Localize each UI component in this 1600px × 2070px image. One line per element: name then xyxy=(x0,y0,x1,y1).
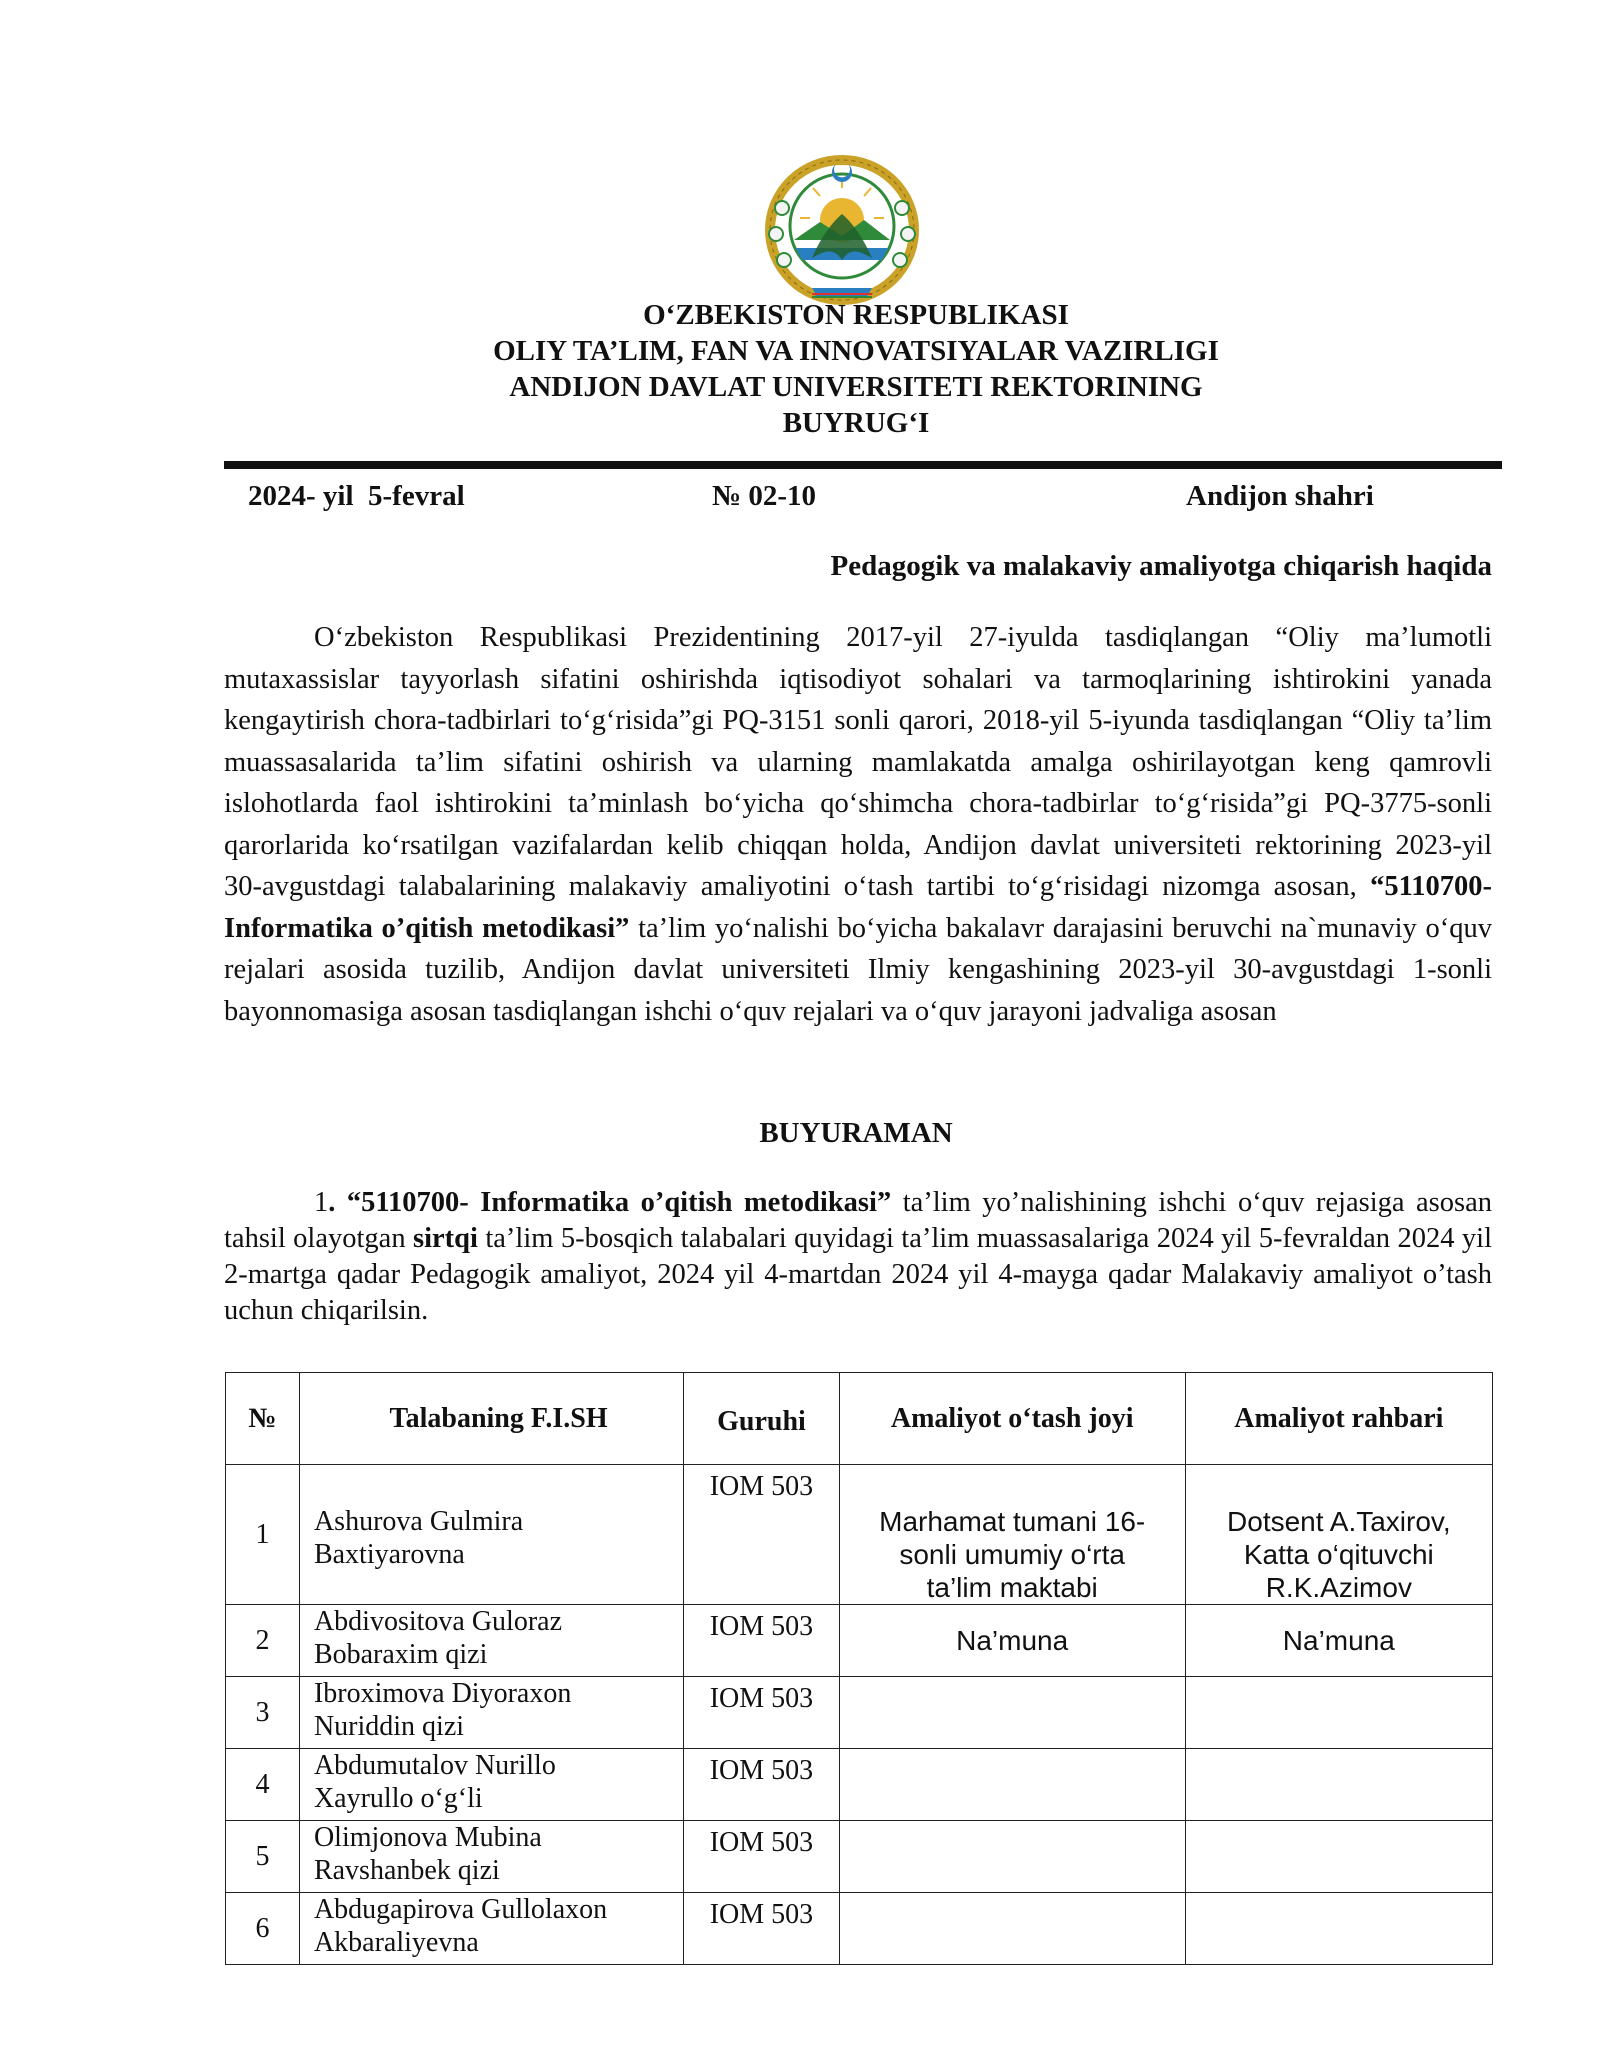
practice-place-cell xyxy=(839,1821,1185,1893)
student-name-cell xyxy=(299,1677,683,1749)
group-cell: IOM 503 xyxy=(684,1677,839,1749)
student-name-cell xyxy=(299,1465,683,1605)
table-header-row xyxy=(226,1373,1493,1465)
supervisor-cell xyxy=(1185,1821,1492,1893)
preamble-paragraph xyxy=(224,617,1521,1032)
header-divider xyxy=(224,461,1502,469)
group-cell: IOM 503 xyxy=(684,1821,839,1893)
student-name: Ibroximova Diyoraxon Nuriddin qizi xyxy=(313,1678,572,1742)
practice-place: Marhamat tumani 16- sonli umumiy o‘rta ta’lim maktabi xyxy=(879,1506,1146,1603)
student-name: Abdumutalov Nurillo Xayrullo o‘g‘li xyxy=(313,1750,556,1814)
table-row xyxy=(226,1893,1493,1965)
preamble-program-name: “5110700-Informatika o’qitish metodikasi” xyxy=(224,871,1492,944)
table-row xyxy=(226,1821,1493,1893)
student-name-cell xyxy=(299,1605,683,1677)
row-number: 1 xyxy=(226,1465,300,1605)
preamble-text-1: O‘zbekiston Respublikasi Prezidentining 2017-yil 27-iyulda tasdiqlangan “Oliy ma’lumotli mutaxassislar tayyorlash sifatini oshirishda iqtisodiyot sohalari va tarmoqlarining ishtirokini yanada kengaytirish chora-tadbirlari to‘g‘risida”gi PQ-3151 sonli qarori, 2018-yil 5-iyunda tasdiqlangan “Oliy ta’lim muassasalarida ta’lim sifatini oshirish va ularning mamlakatda amalga oshirilayotgan keng qamrovli islohotlarda faol ishtirokini ta’minlash bo‘yicha qo‘shimcha chora-tadbirlar to‘g‘risida”gi PQ-3775-sonli qarorlarida ko‘rsatilgan vazifalardan kelib chiqqan holda, Andijon davlat universiteti rektorining 2023-yil 30-avgustdagi talabalarining malakaviy amaliyotini o‘tash tartibi to‘g‘risidagi nizomga asosan, xyxy=(224,622,1521,902)
order-word: BUYURAMAN xyxy=(759,1117,953,1149)
col-number: № xyxy=(226,1373,300,1465)
student-name: Abdivositova Guloraz Bobaraxim qizi xyxy=(313,1606,563,1670)
student-name-cell xyxy=(299,1821,683,1893)
supervisor: Dotsent A.Taxirov, Katta o‘qituvchi R.K.Azimov xyxy=(1227,1506,1451,1603)
col-supervisor: Amaliyot rahbari xyxy=(1185,1373,1492,1465)
supervisor-cell: Na’muna xyxy=(1185,1605,1492,1677)
practice-place-cell: Na’muna xyxy=(839,1605,1185,1677)
header-university: ANDIJON DAVLAT UNIVERSITETI REKTORINING xyxy=(509,371,1203,403)
row-number: 6 xyxy=(226,1893,300,1965)
order-subject: Pedagogik va malakaviy amaliyotga chiqarish haqida xyxy=(830,550,1492,582)
col-group: Guruhi xyxy=(684,1373,839,1465)
order-place: Andijon shahri xyxy=(1186,480,1374,512)
table-row xyxy=(226,1749,1493,1821)
table-row xyxy=(226,1605,1493,1677)
supervisor-cell xyxy=(1185,1893,1492,1965)
practice-place-cell xyxy=(839,1677,1185,1749)
student-name: Ashurova Gulmira Baxtiyarovna xyxy=(313,1506,524,1570)
supervisor-cell xyxy=(1185,1677,1492,1749)
group-cell: IOM 503 xyxy=(684,1465,839,1605)
item-1-study-form: sirtqi xyxy=(413,1223,478,1254)
group-cell: IOM 503 xyxy=(684,1605,839,1677)
practice-place-cell xyxy=(839,1749,1185,1821)
table-row xyxy=(226,1677,1493,1749)
item-1-paragraph xyxy=(224,1185,1492,1329)
item-1-text-2: ta’lim 5-bosqich talabalari quyidagi ta’lim muassasalariga 2024 yil 5-fevraldan 2024 yil 2-martga qadar Pedagogik amaliyot, 2024 yil 4-martdan 2024 yil 4-mayga qadar Malakaviy amaliyot o’tash uchun chiqarilsin. xyxy=(224,1223,1492,1326)
header-ministry: OLIY TA’LIM, FAN VA INNOVATSIYALAR VAZIRLIGI xyxy=(493,335,1219,367)
student-name: Olimjonova Mubina Ravshanbek qizi xyxy=(313,1822,542,1886)
student-name: Abdugapirova Gullolaxon Akbaraliyevna xyxy=(313,1894,608,1958)
item-1-number: 1 xyxy=(314,1187,329,1218)
student-name-cell xyxy=(299,1749,683,1821)
col-student-name: Talabaning F.I.SH xyxy=(299,1373,683,1465)
item-1-program: . “5110700- Informatika o’qitish metodikasi” xyxy=(328,1187,892,1218)
practice-place-cell xyxy=(839,1893,1185,1965)
student-name-cell xyxy=(299,1893,683,1965)
table-row xyxy=(226,1465,1493,1605)
students-table xyxy=(225,1372,1493,1965)
item-1-text-1: ta’lim yo’nalishining ishchi o‘quv rejasiga asosan tahsil olayotgan xyxy=(224,1187,1493,1254)
header-doc-type: BUYRUG‘I xyxy=(782,407,930,439)
row-number: 5 xyxy=(226,1821,300,1893)
group-cell: IOM 503 xyxy=(684,1749,839,1821)
order-date: 2024- yil 5-fevral xyxy=(248,480,465,512)
row-number: 2 xyxy=(226,1605,300,1677)
row-number: 4 xyxy=(226,1749,300,1821)
order-number: № 02-10 xyxy=(712,480,817,512)
practice-place-cell xyxy=(839,1465,1185,1605)
col-practice-place: Amaliyot o‘tash joyi xyxy=(839,1373,1185,1465)
row-number: 3 xyxy=(226,1677,300,1749)
group-cell: IOM 503 xyxy=(684,1893,839,1965)
supervisor-cell xyxy=(1185,1749,1492,1821)
supervisor-cell xyxy=(1185,1465,1492,1605)
state-emblem xyxy=(762,148,922,308)
header-country: O‘ZBEKISTON RESPUBLIKASI xyxy=(643,299,1069,331)
preamble-text-2: ta’lim yo‘nalishi bo‘yicha bakalavr darajasini beruvchi na`munaviy o‘quv rejalari asosida tuzilib, Andijon davlat universiteti Ilmiy kengashining 2023-yil 30-avgustdagi 1-sonli bayonnomasiga asosan tasdiqlangan ishchi o‘quv rejalari va o‘quv jarayoni jadvaliga asosan xyxy=(224,912,1493,1027)
